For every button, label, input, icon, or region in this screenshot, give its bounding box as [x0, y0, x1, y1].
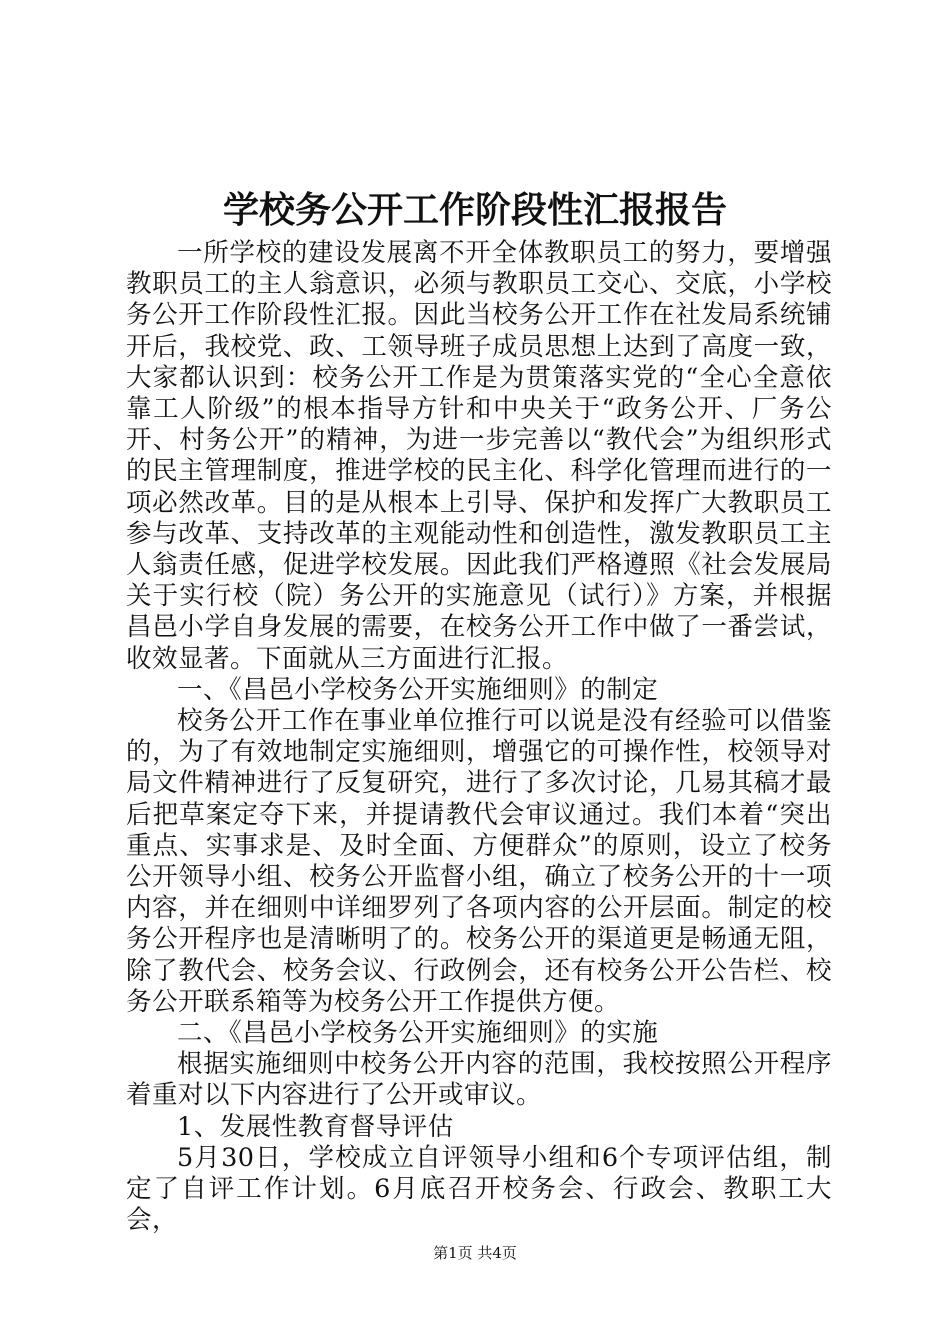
- paragraph-section-1: 校务公开工作在事业单位推行可以说是没有经验可以借鉴的，为了有效地制定实施细则，增强它的可操作性，校领导对局文件精神进行了反复研究，进行了多次讨论，几易其稿才最后把草案定夺下来，并提请教代会审议通过。我们本着“突出重点、实事求是、及时全面、方便群众”的原则，设立了校务公开领导小组、校务公开监督小组，确立了校务公开的十一项内容，并在细则中详细罗列了各项内容的公开层面。制定的校务公开程序也是清晰明了的。校务公开的渠道更是畅通无阻，除了教代会、校务会议、行政例会，还有校务公开公告栏、校务公开联系箱等为校务公开工作提供方便。: [126, 706, 832, 1017]
- section-heading-2: 二、《昌邑小学校务公开实施细则》的实施: [177, 1018, 659, 1049]
- section-heading-1: 一、《昌邑小学校务公开实施细则》的制定: [177, 674, 659, 705]
- subsection-heading-1: 1、发展性教育督导评估: [177, 1111, 454, 1142]
- paragraph-intro: 一所学校的建设发展离不开全体教职员工的努力，要增强教职员工的主人翁意识，必须与教职员工交心、交底，小学校务公开工作阶段性汇报。因此当校务公开工作在社发局系统铺开后，我校党、政、工领导班子成员思想上达到了高度一致，大家都认识到：校务公开工作是为贯策落实党的“全心全意依靠工人阶级”的根本指导方针和中央关于“政务公开、厂务公开、村务公开”的精神，为进一步完善以“教代会”为组织形式的民主管理制度，推进学校的民主化、科学化管理而进行的一项必然改革。目的是从根本上引导、保护和发挥广大教职员工参与改革、支持改革的主观能动性和创造性，激发教职员工主人翁责任感，促进学校发展。因此我们严格遵照《社会发展局关于实行校（院）务公开的实施意见（试行）》方案，并根据昌邑小学自身发展的需要，在校务公开工作中做了一番尝试，收效显著。下面就从三方面进行汇报。: [126, 238, 832, 674]
- page-footer: 第1页 共4页: [433, 1244, 517, 1262]
- document-body: [126, 238, 832, 1237]
- paragraph-section-2: 根据实施细则中校务公开内容的范围，我校按照公开程序着重对以下内容进行了公开或审议。: [126, 1049, 832, 1111]
- paragraph-subsection-1: 5月30日，学校成立自评领导小组和6个专项评估组，制定了自评工作计划。6月底召开校务会、行政会、教职工大会，: [126, 1142, 832, 1236]
- document-title: 学校务公开工作阶段性汇报报告: [222, 189, 727, 231]
